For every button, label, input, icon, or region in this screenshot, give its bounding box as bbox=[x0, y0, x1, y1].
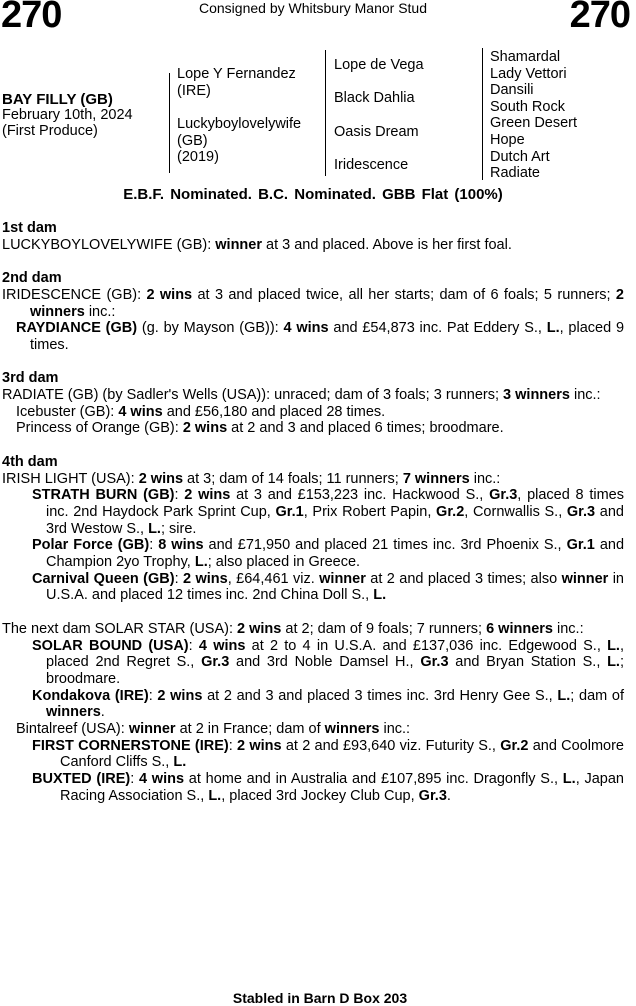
text: at 2; dam of 9 foals; 7 runners; bbox=[281, 620, 487, 637]
bold-text: L. bbox=[208, 787, 222, 804]
pedigree-entry bbox=[2, 237, 624, 254]
bold-text: winners bbox=[46, 704, 101, 721]
text: , Japan Racing Association S., bbox=[60, 771, 624, 804]
bold-text: 2 wins bbox=[184, 487, 231, 504]
pedigree-granddam-1: Black Dahlia bbox=[334, 90, 415, 106]
ggp-5: Green Desert bbox=[490, 115, 578, 132]
ggp-7: Dutch Art bbox=[490, 148, 550, 165]
pedigree-sire bbox=[177, 66, 296, 99]
bold-text: 2 winners bbox=[30, 286, 624, 320]
pedigree-entry bbox=[2, 404, 624, 421]
pedigree-divider-1 bbox=[169, 73, 170, 173]
pedigree-entry bbox=[2, 537, 624, 570]
text: The next dam SOLAR STAR (USA): bbox=[2, 620, 238, 637]
text: at 2 and placed 3 times; also bbox=[365, 570, 562, 587]
ggp-8: Radiate bbox=[490, 165, 540, 182]
bold-text: Carnival Queen (GB) bbox=[32, 570, 175, 587]
text: RADIATE (GB) (by Sadler's Wells (USA)): unraced; dam of 3 foals; 3 runners; bbox=[2, 387, 504, 403]
pedigree-entry bbox=[2, 320, 624, 353]
text: IRISH LIGHT (USA): bbox=[2, 470, 139, 487]
section-heading: 2nd dam bbox=[2, 270, 62, 287]
text: and Coolmore Canford Cliffs S., bbox=[60, 737, 624, 771]
text: , £64,461 viz. bbox=[227, 570, 320, 587]
pedigree-dam bbox=[177, 116, 301, 166]
text: at 2 and 3 and placed 6 times; broodmare. bbox=[227, 420, 504, 437]
text: ; dam of bbox=[570, 687, 625, 704]
text: and Bryan Station S., bbox=[448, 654, 608, 671]
bold-text: 2 wins bbox=[182, 420, 228, 437]
text: (g. by Mayson (GB)): bbox=[137, 320, 284, 337]
text: inc.: bbox=[379, 721, 411, 738]
text: and Champion 2yo Trophy, bbox=[46, 537, 625, 571]
pedigree-entry bbox=[2, 738, 624, 771]
text: . bbox=[446, 787, 451, 804]
bold-text: 4 wins bbox=[118, 403, 163, 420]
text: at 3 and placed twice, all her starts; dam of 6 foals; 5 runners; bbox=[192, 286, 616, 303]
bold-text: 4 wins bbox=[138, 771, 185, 788]
text: at 2 to 4 in U.S.A. and £137,036 inc. Edgewood S., bbox=[245, 637, 608, 654]
bold-text: Gr.1 bbox=[275, 503, 304, 520]
text: at home and in Australia and £107,895 inc. Dragonfly S., bbox=[184, 771, 563, 788]
bold-text: 2 wins bbox=[146, 286, 193, 303]
text: at 3; dam of 14 foals; 11 runners; bbox=[183, 470, 403, 487]
horse-name: BAY FILLY (GB) bbox=[2, 91, 113, 108]
text: and £54,873 inc. Pat Eddery S., bbox=[328, 320, 547, 337]
bold-text: L. bbox=[557, 687, 571, 704]
bold-text: L. bbox=[562, 771, 576, 788]
bold-text: 3 winners bbox=[503, 387, 570, 403]
text: at 2 and 3 and placed 3 times inc. 3rd Henry Gee S., bbox=[202, 687, 558, 704]
dam-country: (GB) bbox=[177, 132, 208, 149]
bold-text: 4 wins bbox=[198, 637, 246, 654]
text: and £56,180 and placed 28 times. bbox=[162, 403, 386, 420]
dam-year: (2019) bbox=[177, 149, 219, 166]
bold-text: Gr.3 bbox=[489, 487, 518, 504]
text: : bbox=[148, 687, 158, 704]
bold-text: Gr.1 bbox=[566, 537, 595, 554]
bold-text: winner bbox=[561, 570, 609, 587]
section-spacer bbox=[2, 604, 624, 621]
bold-text: 8 wins bbox=[158, 537, 204, 554]
text: Princess of Orange (GB): bbox=[16, 420, 183, 437]
bold-text: Gr.2 bbox=[436, 503, 465, 520]
bold-text: winner bbox=[215, 236, 262, 253]
text: inc.: bbox=[84, 303, 116, 320]
produce-note: (First Produce) bbox=[2, 122, 98, 139]
bold-text: BUXTED (IRE) bbox=[32, 771, 131, 788]
pedigree-entry bbox=[2, 721, 624, 738]
pedigree-entry bbox=[2, 420, 624, 437]
bold-text: RAYDIANCE (GB) bbox=[16, 320, 138, 337]
text: : bbox=[188, 637, 199, 654]
text: at 3 and placed. Above is her first foal. bbox=[262, 236, 512, 253]
ggp-6: Hope bbox=[490, 131, 525, 148]
bold-text: winners bbox=[324, 721, 380, 738]
text: . bbox=[100, 704, 105, 721]
text: ; also placed in Greece. bbox=[207, 554, 361, 571]
bold-text: L. bbox=[607, 637, 620, 654]
lot-number-right: 270 bbox=[569, 0, 630, 36]
bold-text: STRATH BURN (GB) bbox=[32, 487, 175, 504]
text: inc.: bbox=[569, 387, 601, 403]
section-heading: 4th dam bbox=[2, 453, 58, 470]
pedigree-entry bbox=[2, 487, 624, 537]
text: Icebuster (GB): bbox=[16, 403, 119, 420]
pedigree-entry bbox=[2, 771, 624, 804]
sire-name: Lope Y Fernandez bbox=[177, 66, 296, 82]
section-heading: 3rd dam bbox=[2, 370, 59, 387]
bold-text: SOLAR BOUND (USA) bbox=[32, 637, 189, 654]
text: : bbox=[174, 570, 184, 587]
bold-text: winner bbox=[128, 721, 176, 738]
text: , placed 9 times. bbox=[30, 320, 625, 353]
horse-info bbox=[2, 108, 133, 140]
section-heading: 1st dam bbox=[2, 220, 57, 236]
bold-text: L. bbox=[194, 554, 208, 571]
ggp-2: Lady Vettori bbox=[490, 65, 567, 82]
pedigree-entry bbox=[2, 571, 624, 604]
pedigree-entry bbox=[2, 471, 624, 488]
bold-text: Gr.3 bbox=[418, 787, 447, 804]
foaled-date: February 10th, 2024 bbox=[2, 107, 133, 123]
bold-text: Gr.3 bbox=[201, 654, 230, 671]
pedigree-entry bbox=[2, 688, 624, 721]
text: at 2 in France; dam of bbox=[175, 721, 325, 738]
text: and 3rd Noble Damsel H., bbox=[229, 654, 421, 671]
bold-text: Gr.2 bbox=[500, 737, 529, 754]
text: LUCKYBOYLOVELYWIFE (GB): bbox=[2, 236, 216, 253]
text: IRIDESCENCE (GB): bbox=[2, 286, 147, 303]
bold-text: Kondakova (IRE) bbox=[32, 687, 149, 704]
bold-text: 2 wins bbox=[183, 570, 228, 587]
bold-text: L. bbox=[546, 320, 560, 337]
text: inc.: bbox=[469, 470, 501, 487]
ggp-1: Shamardal bbox=[490, 49, 561, 65]
pedigree-entry bbox=[2, 621, 624, 638]
dam-name: Luckyboylovelywife bbox=[177, 116, 302, 132]
nominations-line: E.B.F. Nominated. B.C. Nominated. GBB Flat (100%) bbox=[123, 186, 503, 203]
text: , placed 8 times inc. 2nd Haydock Park Sprint Cup, bbox=[46, 487, 624, 520]
text: : bbox=[228, 737, 238, 754]
text: : bbox=[130, 771, 139, 788]
bold-text: Gr.3 bbox=[566, 503, 596, 520]
text: and £71,950 and placed 21 times inc. 3rd Phoenix S., bbox=[203, 537, 567, 554]
bold-text: 2 wins bbox=[138, 470, 184, 487]
text: : bbox=[149, 537, 159, 554]
bold-text: 2 wins bbox=[157, 687, 203, 704]
pedigree-grandsire-2: Oasis Dream bbox=[334, 124, 419, 140]
text: ; broodmare. bbox=[46, 654, 624, 687]
text: : bbox=[174, 487, 185, 504]
text: in U.S.A. and placed 12 times inc. 2nd China Doll S., bbox=[46, 570, 624, 604]
text: ; sire. bbox=[160, 520, 197, 537]
bold-text: L. bbox=[373, 587, 387, 604]
bold-text: L. bbox=[173, 754, 187, 771]
pedigree-divider-3 bbox=[482, 48, 483, 180]
catalogue-body bbox=[2, 220, 624, 805]
consignor: Consigned by Whitsbury Manor Stud bbox=[199, 0, 427, 16]
text: at 3 and £153,223 inc. Hackwood S., bbox=[230, 487, 490, 504]
bold-text: L. bbox=[148, 520, 161, 537]
bold-text: 6 winners bbox=[486, 620, 553, 637]
lot-number-left: 270 bbox=[1, 0, 62, 36]
text: , Cornwallis S., bbox=[464, 503, 567, 520]
bold-text: L. bbox=[607, 654, 620, 671]
bold-text: Polar Force (GB) bbox=[32, 537, 150, 554]
bold-text: FIRST CORNERSTONE (IRE) bbox=[32, 737, 229, 754]
pedigree-entry bbox=[2, 387, 624, 404]
stabled-location: Stabled in Barn D Box 203 bbox=[232, 990, 408, 1006]
text: inc.: bbox=[552, 620, 584, 637]
text: at 2 and £93,640 viz. Futurity S., bbox=[281, 737, 501, 754]
text: and 3rd Westow S., bbox=[46, 503, 624, 537]
pedigree-granddam-2: Iridescence bbox=[334, 157, 409, 173]
sire-country: (IRE) bbox=[177, 82, 211, 99]
text: Bintalreef (USA): bbox=[16, 721, 129, 738]
bold-text: 4 wins bbox=[283, 320, 329, 337]
bold-text: 2 wins bbox=[237, 737, 282, 754]
pedigree-entry bbox=[2, 638, 624, 688]
text: , placed 3rd Jockey Club Cup, bbox=[221, 787, 419, 804]
bold-text: Gr.3 bbox=[420, 654, 449, 671]
bold-text: 2 wins bbox=[237, 620, 282, 637]
ggp-3: Dansili bbox=[490, 82, 534, 99]
text: , placed 2nd Regret S., bbox=[46, 637, 624, 671]
bold-text: winner bbox=[319, 570, 366, 587]
pedigree-great-grandparents bbox=[490, 49, 577, 182]
pedigree-divider-2 bbox=[325, 50, 326, 176]
bold-text: 7 winners bbox=[402, 470, 470, 487]
text: , Prix Robert Papin, bbox=[303, 503, 437, 520]
pedigree-entry bbox=[2, 287, 624, 320]
ggp-4: South Rock bbox=[490, 98, 565, 115]
pedigree-grandsire-1: Lope de Vega bbox=[334, 57, 424, 73]
